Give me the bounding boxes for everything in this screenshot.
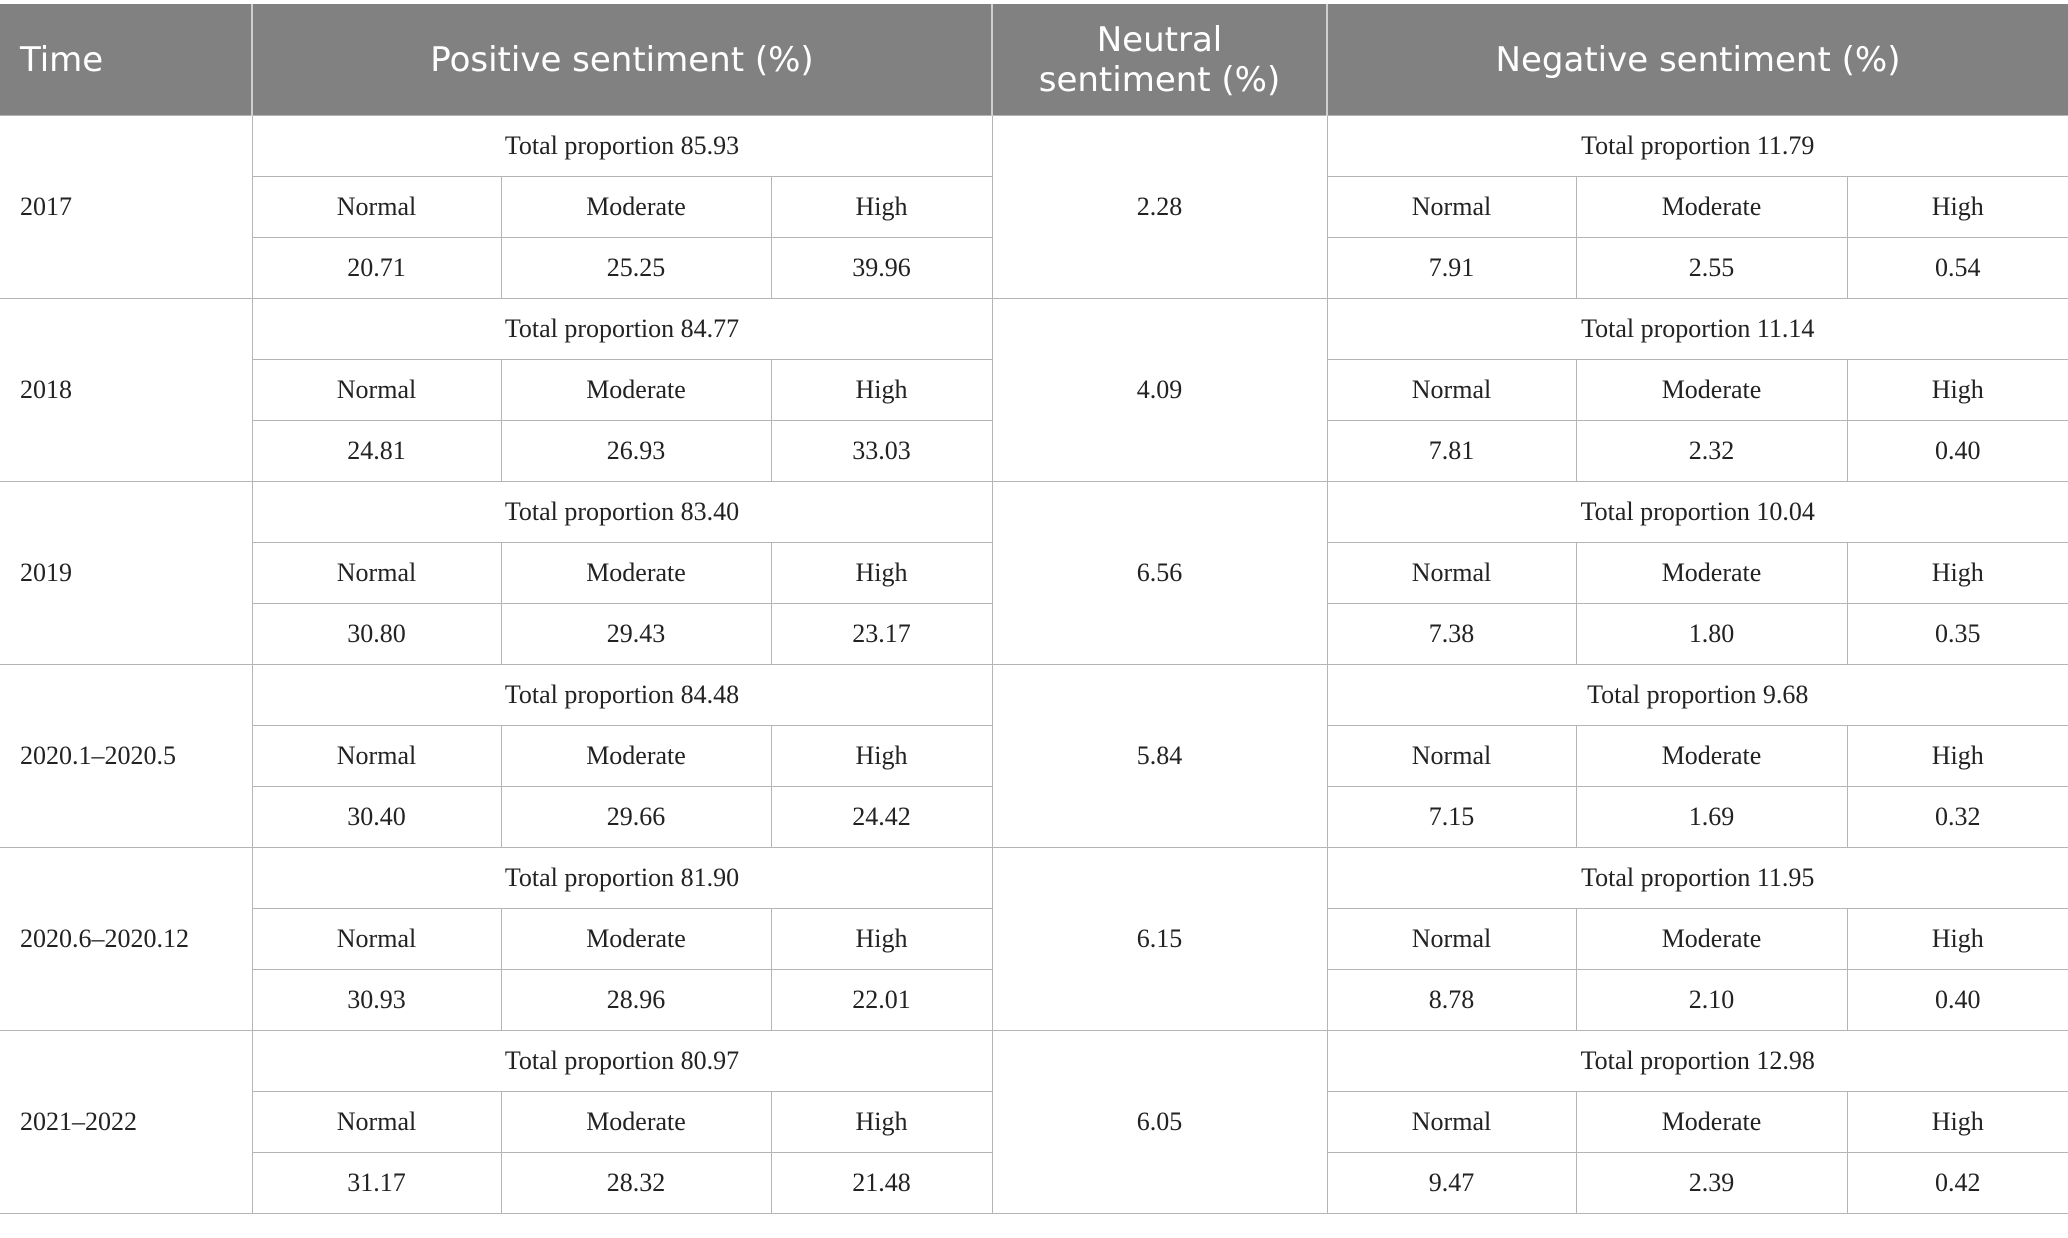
positive-value-cell: 20.71 <box>252 238 501 299</box>
negative-total-cell: Total proportion 11.14 <box>1327 299 2068 360</box>
positive-value-cell: 23.17 <box>771 604 992 665</box>
negative-level-label: Normal <box>1327 177 1576 238</box>
negative-level-label: Normal <box>1327 726 1576 787</box>
negative-level-label: High <box>1847 726 2068 787</box>
positive-level-label: Normal <box>252 726 501 787</box>
positive-value-cell: 31.17 <box>252 1153 501 1214</box>
neutral-cell: 2.28 <box>992 116 1327 299</box>
negative-value-cell: 0.40 <box>1847 970 2068 1031</box>
negative-value-cell: 1.69 <box>1576 787 1847 848</box>
header-neutral <box>992 4 1327 116</box>
neutral-cell: 6.05 <box>992 1031 1327 1214</box>
positive-level-label: High <box>771 360 992 421</box>
negative-total-cell: Total proportion 10.04 <box>1327 482 2068 543</box>
header-neutral-line2: sentiment (%) <box>1038 59 1281 100</box>
time-cell: 2020.1–2020.5 <box>0 665 252 848</box>
header-negative: Negative sentiment (%) <box>1327 4 2068 116</box>
positive-value-cell: 29.43 <box>501 604 771 665</box>
positive-level-label: High <box>771 909 992 970</box>
time-cell: 2020.6–2020.12 <box>0 848 252 1031</box>
negative-total-cell: Total proportion 9.68 <box>1327 665 2068 726</box>
time-cell: 2018 <box>0 299 252 482</box>
header-time: Time <box>0 4 252 116</box>
negative-total-cell: Total proportion 11.79 <box>1327 116 2068 177</box>
positive-value-cell: 25.25 <box>501 238 771 299</box>
negative-level-label: Moderate <box>1576 1092 1847 1153</box>
negative-level-label: Moderate <box>1576 177 1847 238</box>
negative-level-label: High <box>1847 543 2068 604</box>
negative-value-cell: 0.54 <box>1847 238 2068 299</box>
table-row <box>0 1031 2068 1092</box>
negative-level-label: High <box>1847 1092 2068 1153</box>
positive-level-label: Moderate <box>501 909 771 970</box>
negative-level-label: High <box>1847 909 2068 970</box>
positive-level-label: Moderate <box>501 1092 771 1153</box>
table-row <box>0 482 2068 543</box>
positive-total-cell: Total proportion 84.77 <box>252 299 992 360</box>
positive-level-label: Moderate <box>501 543 771 604</box>
negative-value-cell: 7.38 <box>1327 604 1576 665</box>
header-neutral-line1: Neutral <box>1096 19 1223 60</box>
positive-level-label: Normal <box>252 360 501 421</box>
positive-value-cell: 33.03 <box>771 421 992 482</box>
positive-value-cell: 30.80 <box>252 604 501 665</box>
positive-value-cell: 28.32 <box>501 1153 771 1214</box>
negative-level-label: Normal <box>1327 909 1576 970</box>
negative-level-label: Moderate <box>1576 726 1847 787</box>
negative-total-cell: Total proportion 11.95 <box>1327 848 2068 909</box>
positive-level-label: Moderate <box>501 726 771 787</box>
positive-value-cell: 30.93 <box>252 970 501 1031</box>
positive-total-cell: Total proportion 84.48 <box>252 665 992 726</box>
negative-level-label: Moderate <box>1576 909 1847 970</box>
positive-value-cell: 30.40 <box>252 787 501 848</box>
positive-value-cell: 21.48 <box>771 1153 992 1214</box>
time-cell: 2019 <box>0 482 252 665</box>
negative-value-cell: 7.91 <box>1327 238 1576 299</box>
positive-total-cell: Total proportion 80.97 <box>252 1031 992 1092</box>
positive-total-cell: Total proportion 83.40 <box>252 482 992 543</box>
neutral-cell: 6.15 <box>992 848 1327 1031</box>
negative-level-label: Normal <box>1327 543 1576 604</box>
positive-value-cell: 24.42 <box>771 787 992 848</box>
negative-value-cell: 0.32 <box>1847 787 2068 848</box>
negative-level-label: High <box>1847 177 2068 238</box>
positive-value-cell: 29.66 <box>501 787 771 848</box>
negative-value-cell: 0.35 <box>1847 604 2068 665</box>
positive-value-cell: 39.96 <box>771 238 992 299</box>
header-row <box>0 4 2068 116</box>
negative-value-cell: 8.78 <box>1327 970 1576 1031</box>
positive-level-label: Normal <box>252 1092 501 1153</box>
negative-value-cell: 0.42 <box>1847 1153 2068 1214</box>
negative-level-label: Moderate <box>1576 543 1847 604</box>
positive-value-cell: 24.81 <box>252 421 501 482</box>
positive-value-cell: 28.96 <box>501 970 771 1031</box>
negative-value-cell: 2.32 <box>1576 421 1847 482</box>
negative-value-cell: 0.40 <box>1847 421 2068 482</box>
table-header <box>0 4 2068 116</box>
negative-level-label: Moderate <box>1576 360 1847 421</box>
negative-level-label: Normal <box>1327 360 1576 421</box>
time-cell: 2017 <box>0 116 252 299</box>
table-row <box>0 299 2068 360</box>
negative-value-cell: 2.55 <box>1576 238 1847 299</box>
positive-total-cell: Total proportion 85.93 <box>252 116 992 177</box>
positive-level-label: Normal <box>252 543 501 604</box>
positive-level-label: High <box>771 543 992 604</box>
positive-level-label: Moderate <box>501 360 771 421</box>
table-row <box>0 116 2068 177</box>
table-row <box>0 848 2068 909</box>
negative-value-cell: 7.81 <box>1327 421 1576 482</box>
negative-level-label: Normal <box>1327 1092 1576 1153</box>
neutral-cell: 4.09 <box>992 299 1327 482</box>
positive-level-label: Normal <box>252 177 501 238</box>
positive-level-label: Normal <box>252 909 501 970</box>
positive-total-cell: Total proportion 81.90 <box>252 848 992 909</box>
negative-total-cell: Total proportion 12.98 <box>1327 1031 2068 1092</box>
negative-value-cell: 2.39 <box>1576 1153 1847 1214</box>
positive-value-cell: 26.93 <box>501 421 771 482</box>
negative-value-cell: 1.80 <box>1576 604 1847 665</box>
positive-level-label: High <box>771 1092 992 1153</box>
neutral-cell: 6.56 <box>992 482 1327 665</box>
positive-level-label: High <box>771 726 992 787</box>
sentiment-table <box>0 4 2068 1214</box>
negative-value-cell: 2.10 <box>1576 970 1847 1031</box>
table-body <box>0 116 2068 1214</box>
positive-level-label: Moderate <box>501 177 771 238</box>
positive-level-label: High <box>771 177 992 238</box>
negative-value-cell: 9.47 <box>1327 1153 1576 1214</box>
negative-value-cell: 7.15 <box>1327 787 1576 848</box>
header-positive: Positive sentiment (%) <box>252 4 992 116</box>
neutral-cell: 5.84 <box>992 665 1327 848</box>
time-cell: 2021–2022 <box>0 1031 252 1214</box>
positive-value-cell: 22.01 <box>771 970 992 1031</box>
negative-level-label: High <box>1847 360 2068 421</box>
table-row <box>0 665 2068 726</box>
